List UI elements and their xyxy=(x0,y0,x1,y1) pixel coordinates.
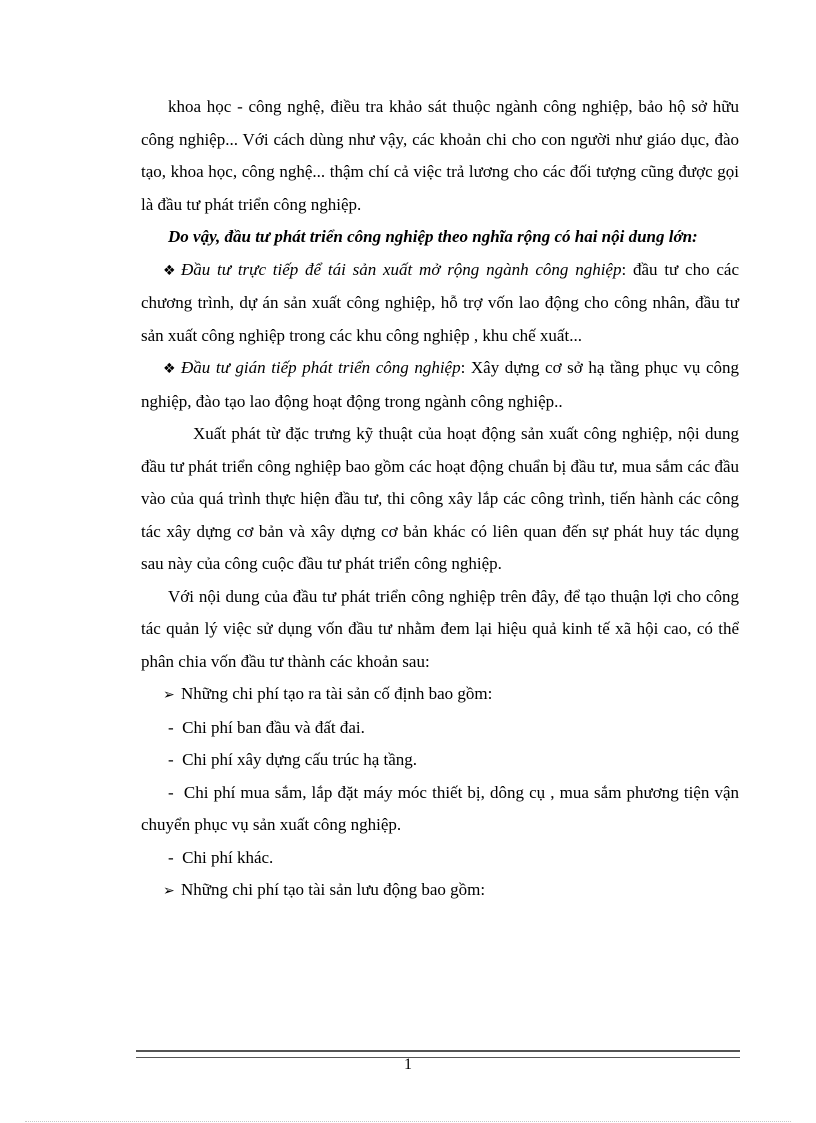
document-body xyxy=(141,91,739,908)
list-heading-fixed-assets-text: Những chi phí tạo ra tài sản cố định bao gồm: xyxy=(181,684,493,703)
page-edge-divider xyxy=(25,1121,791,1122)
paragraph-intro: khoa học - công nghệ, điều tra khảo sát thuộc ngành công nghiệp, bảo hộ sở hữu công nghiệp... Với cách dùng như vậy, các khoản chi cho con người như giáo dục, đào tạo, khoa học, công nghệ... thậm chí cả việc trả lương cho các đối tượng cũng được gọi là đầu tư phát triển công nghiệp. xyxy=(141,97,739,214)
list-item-text: Chi phí mua sắm, lắp đặt máy móc thiết bị, dông cụ , mua sắm phương tiện vận chuyển phục vụ sản xuất công nghiệp. xyxy=(141,782,740,834)
list-item xyxy=(141,842,739,875)
bullet-direct-title: Đầu tư trực tiếp để tái sản xuất mở rộng ngành công nghiệp xyxy=(181,259,622,279)
list-item xyxy=(141,777,739,842)
list-heading-working-assets-text: Những chi phí tạo tài sản lưu động bao gồm: xyxy=(181,880,486,899)
bullet-indirect-title: Đầu tư gián tiếp phát triển công nghiệp xyxy=(181,358,461,377)
arrow-bullet-icon: ➢ xyxy=(163,883,175,899)
arrow-bullet-icon: ➢ xyxy=(163,687,175,703)
dash-bullet: - xyxy=(168,717,174,737)
list-item-text: Chi phí xây dựng cấu trúc hạ tầng. xyxy=(182,750,418,769)
list-item-text: Chi phí ban đầu và đất đai. xyxy=(182,717,365,737)
dash-bullet: - xyxy=(168,750,174,769)
diamond-bullet-icon: ❖ xyxy=(163,262,176,279)
paragraph-capital: Với nội dung của đầu tư phát triển công nghiệp trên đây, để tạo thuận lợi cho công tác quản lý việc sử dụng vốn đầu tư nhằm đem lại hiệu quả kinh tế xã hội cao, có thể phân chia vốn đầu tư thành các khoản sau: xyxy=(141,586,739,671)
list-heading-working-assets xyxy=(141,874,739,908)
list-item xyxy=(141,744,739,777)
bullet-direct-investment xyxy=(141,254,739,353)
bullet-direct-text: : đầu tư cho các chương trình, dự án sản xuất công nghiệp, hỗ trợ vốn lao động cho công nhân, đầu tư sản xuất công nghiệp trong các khu công nghiệp , khu chế xuất... xyxy=(141,259,740,345)
paragraph-content: Xuất phát từ đặc trưng kỹ thuật của hoạt động sản xuất công nghiệp, nội dung đầu tư phát triển công nghiệp bao gồm các hoạt động chuẩn bị đầu tư, mua sắm các đầu vào của quá trình thực hiện đầu tư, thi công xây lắp các công trình, tiến hành các công tác xây dựng cơ bản và xây dựng cơ bản khác có liên quan đến sự phát huy tác dụng sau này của công cuộc đầu tư phát triển công nghiệp. xyxy=(141,424,739,573)
bullet-indirect-investment xyxy=(141,352,739,418)
diamond-bullet-icon: ❖ xyxy=(163,361,176,377)
page-number: 1 xyxy=(404,1056,412,1073)
section-heading: Do vậy, đầu tư phát triển công nghiệp theo nghĩa rộng có hai nội dung lớn: xyxy=(168,227,698,246)
dash-bullet: - xyxy=(168,847,174,867)
bullet-indirect-text: : Xây dựng cơ sở hạ tầng phục vụ công nghiệp, đào tạo lao động hoạt động trong ngành công nghiệp.. xyxy=(141,358,739,411)
list-item xyxy=(141,712,739,745)
list-heading-fixed-assets xyxy=(141,678,739,712)
list-item-text: Chi phí khác. xyxy=(182,847,274,867)
dash-bullet: - xyxy=(168,782,174,802)
